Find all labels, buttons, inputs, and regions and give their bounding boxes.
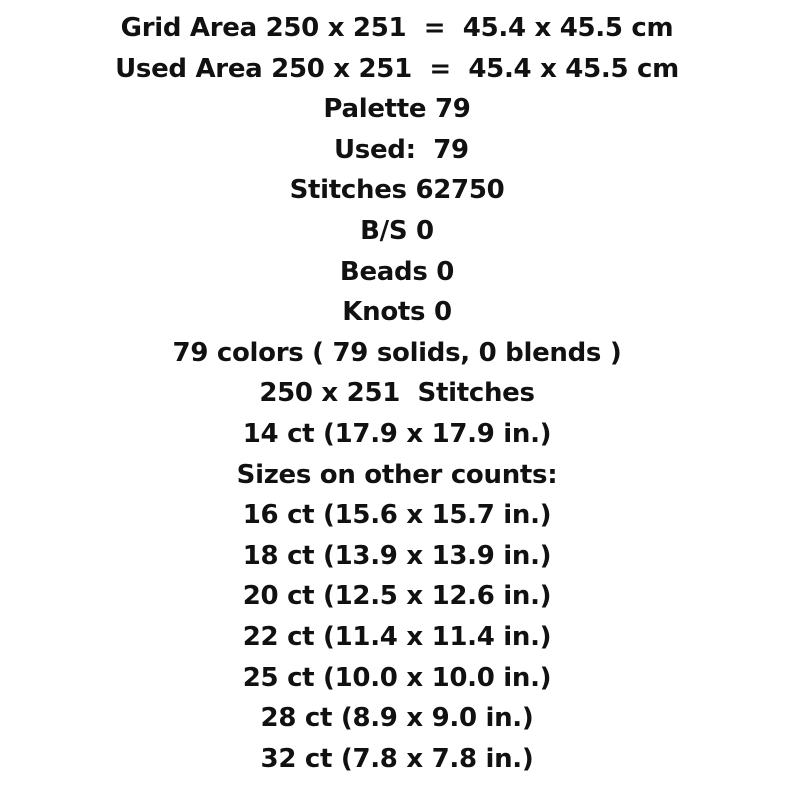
used-area-line: Used Area 250 x 251 = 45.4 x 45.5 cm — [115, 53, 679, 84]
used-colors-line: Used: 79 — [325, 134, 469, 165]
size-22ct-line: 22 ct (11.4 x 11.4 in.) — [242, 621, 552, 652]
knots-line: Knots 0 — [342, 297, 452, 328]
colors-summary-line: 79 colors ( 79 solids, 0 blends ) — [172, 337, 622, 368]
grid-area-line: Grid Area 250 x 251 = 45.4 x 45.5 cm — [120, 13, 674, 43]
other-counts-heading: Sizes on other counts: — [236, 459, 558, 490]
palette-line: Palette 79 — [323, 94, 471, 125]
size-20ct-line: 20 ct (12.5 x 12.6 in.) — [242, 581, 552, 612]
size-16ct-line: 16 ct (15.6 x 15.7 in.) — [242, 500, 552, 531]
size-28ct-line: 28 ct (8.9 x 9.0 in.) — [260, 703, 534, 734]
backstitch-line: B/S 0 — [360, 215, 434, 246]
size-25ct-line: 25 ct (10.0 x 10.0 in.) — [242, 662, 552, 693]
stitch-dimensions-line: 250 x 251 Stitches — [259, 378, 535, 409]
size-18ct-line: 18 ct (13.9 x 13.9 in.) — [242, 540, 552, 571]
beads-line: Beads 0 — [339, 256, 455, 287]
size-14ct-line: 14 ct (17.9 x 17.9 in.) — [242, 418, 552, 449]
stitches-count-line: Stitches 62750 — [289, 175, 505, 206]
pattern-info-sheet — [0, 8, 794, 779]
size-32ct-line: 32 ct (7.8 x 7.8 in.) — [260, 743, 534, 774]
